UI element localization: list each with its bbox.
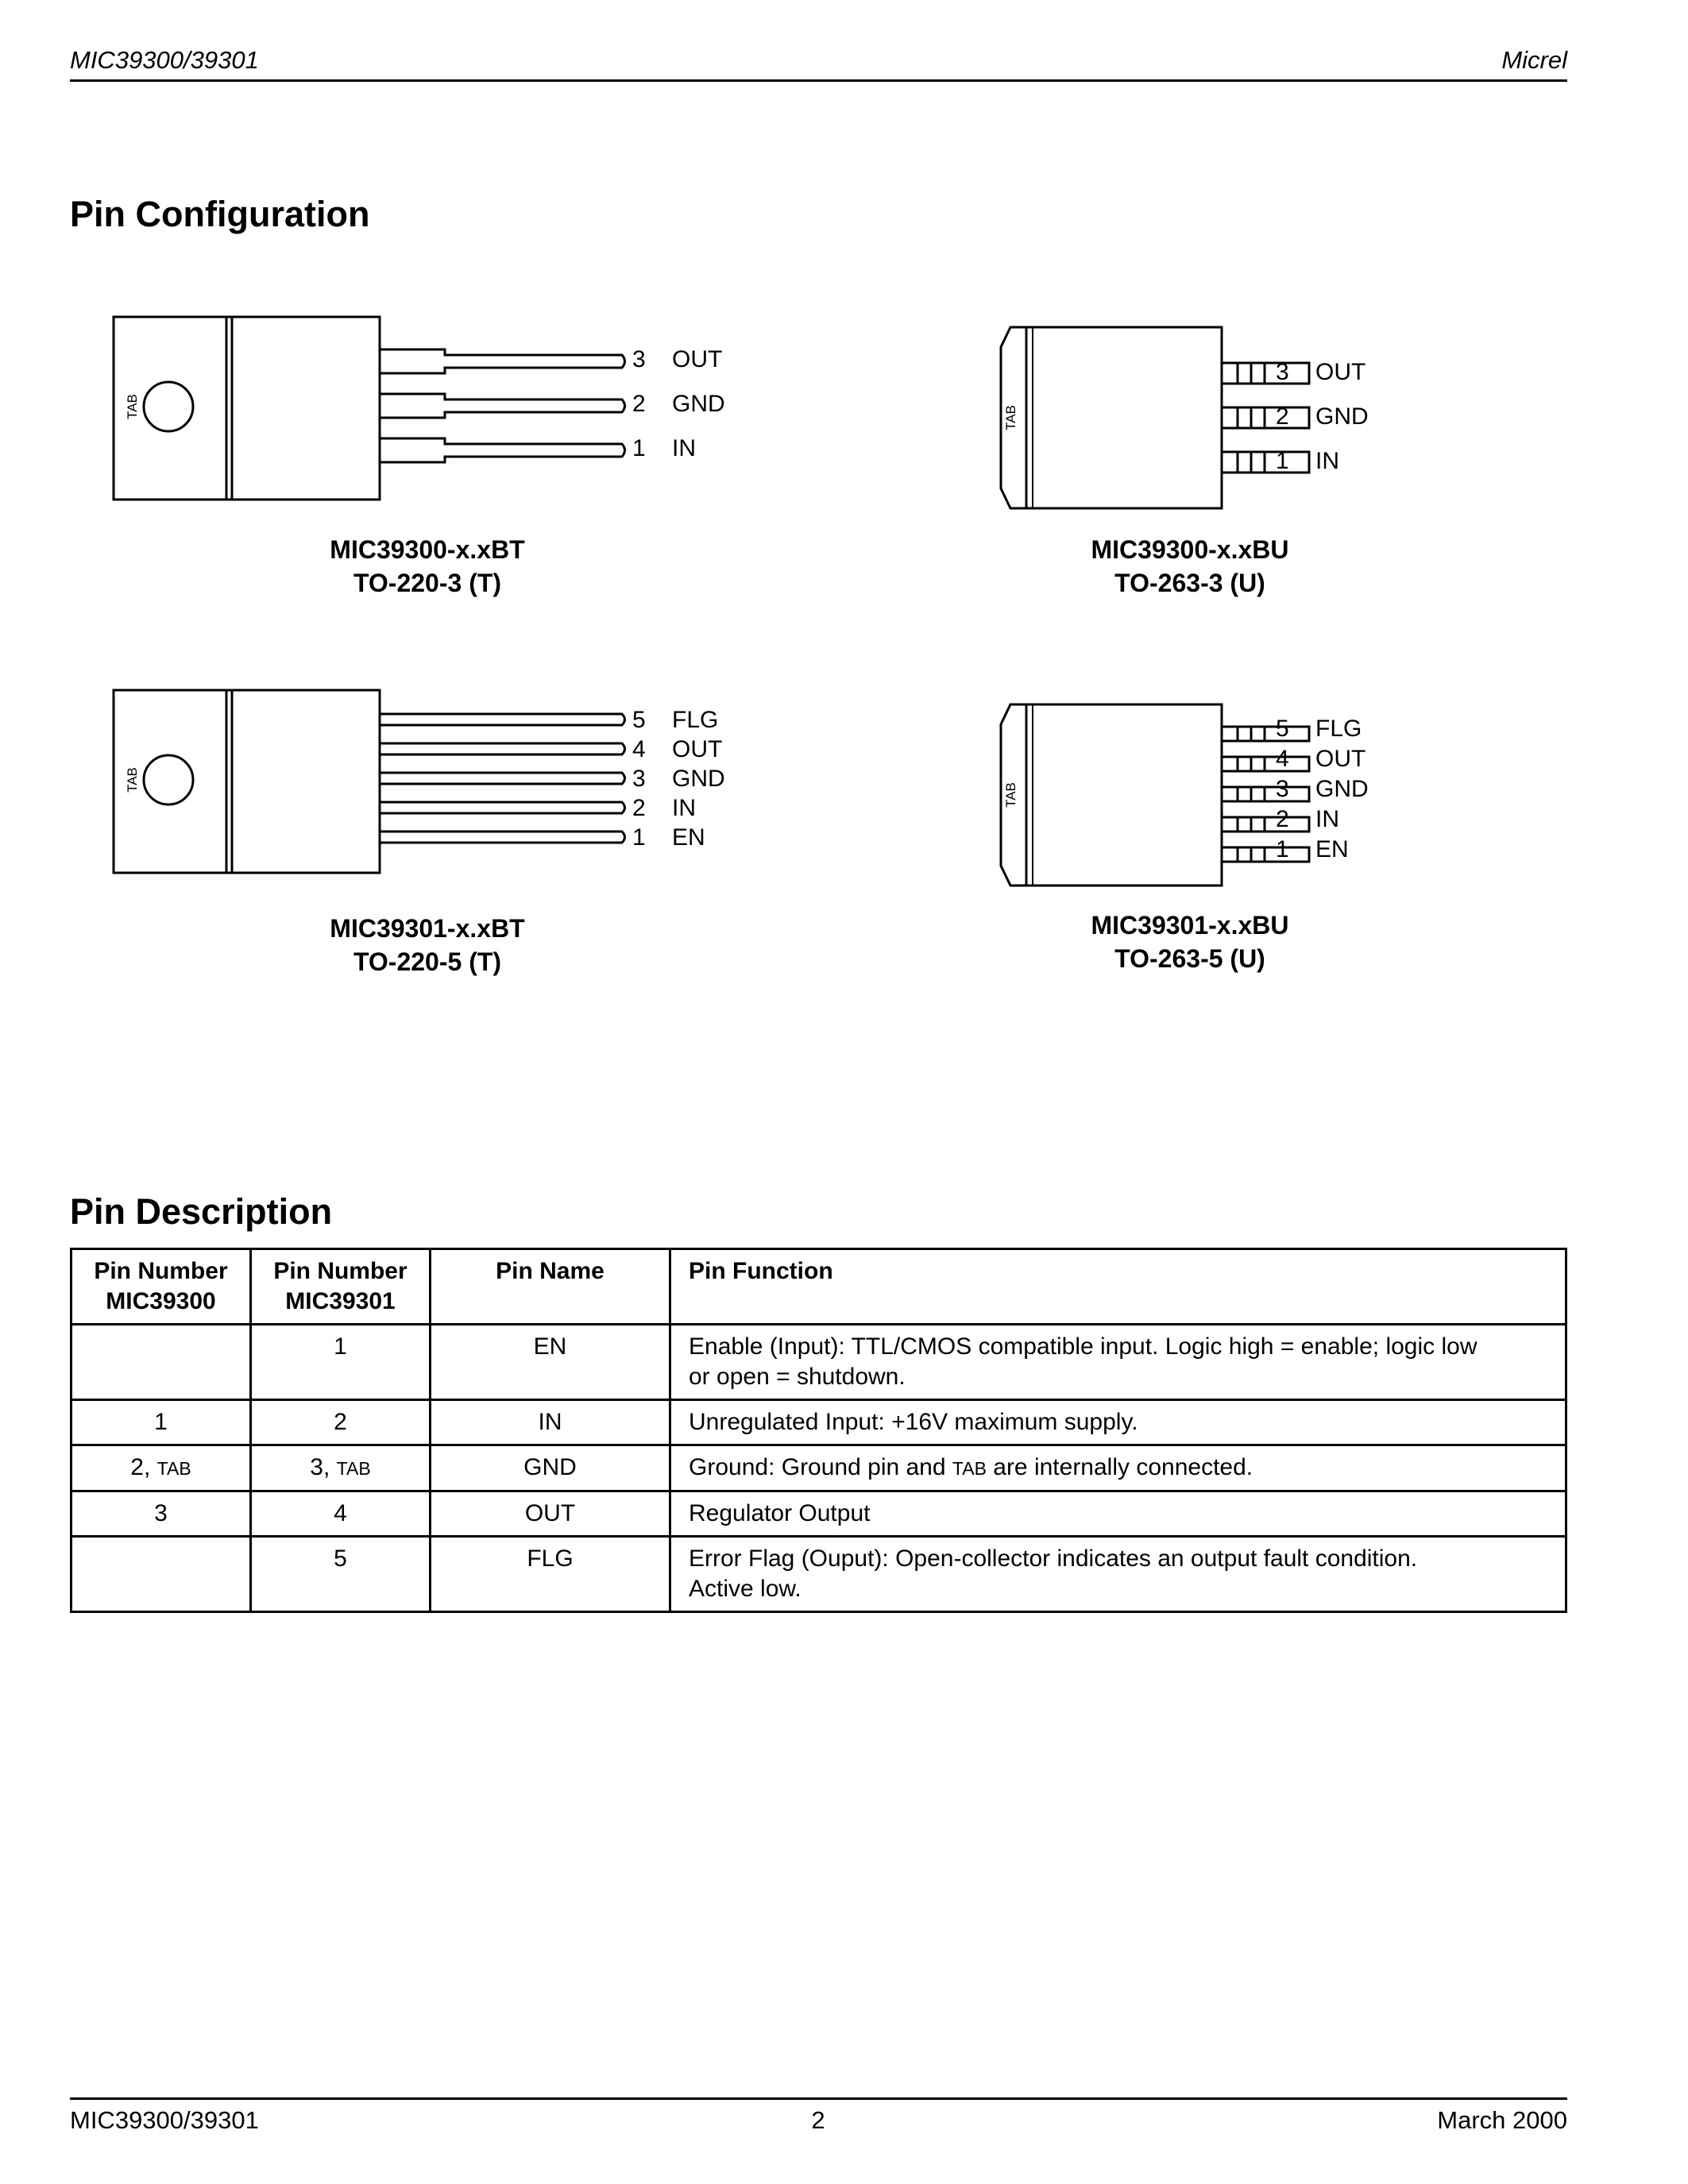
tab-smallcaps: TAB [336,1458,371,1479]
col-header-pin-name: Pin Name [431,1249,670,1325]
pkg3-pin-num: 3 [632,766,646,792]
table-row [71,1445,1566,1491]
pin-description-table [70,1248,1567,1613]
pkg1-part-number: MIC39300-x.xBT [330,535,525,564]
pkg1-pin-num: 2 [632,391,646,417]
pkg1-pin-name: OUT [672,346,723,372]
function-line: Active low. [689,1576,802,1602]
pkg4-pin-name: IN [1315,806,1339,832]
pkg2-pin-num: 1 [1276,448,1289,474]
footer-date: March 2000 [1437,2106,1567,2134]
pkg2-part-number: MIC39300-x.xBU [1091,535,1289,564]
cell-mic39301: 4 [251,1491,431,1537]
pkg3-pin-name: FLG [672,707,719,733]
pkg4-part-number: MIC39301-x.xBU [1091,911,1289,940]
to263-3-diagram [985,318,1350,516]
table-row [71,1325,1566,1400]
pkg3-pin-name: EN [672,824,705,851]
table-row [71,1537,1566,1612]
pkg4-caption [952,909,1428,975]
tab-smallcaps: TAB [952,1458,987,1479]
pin-configuration-title: Pin Configuration [70,194,370,234]
pkg4-pin-num: 1 [1276,836,1289,862]
cell-pin-function [670,1537,1566,1612]
function-text: are internally connected. [986,1454,1253,1480]
pkg2-pin-name: GND [1315,403,1369,430]
function-text: Ground: Ground pin and [689,1454,952,1480]
pkg4-pin-num: 5 [1276,716,1289,742]
pkg4-pin-name: GND [1315,776,1369,802]
col-header-pin-number-mic39300 [71,1249,251,1325]
pkg3-pin-num: 1 [632,824,646,851]
cell-mic39300: 3 [71,1491,251,1537]
cell-pin-name: OUT [431,1491,670,1537]
header-line: Pin Number [273,1258,408,1284]
header-line: MIC39300 [106,1288,216,1314]
tab-label: TAB [125,394,140,419]
pkg1-pin-name: GND [672,391,725,417]
header-rule [70,79,1567,82]
pkg4-pin-num: 2 [1276,806,1289,832]
pkg1-caption [189,533,666,600]
header-company: Micrel [1501,46,1567,74]
tab-smallcaps: TAB [156,1458,191,1479]
pkg2-pin-num: 2 [1276,403,1289,430]
to263-5-diagram [985,695,1350,893]
header-line: Pin Number [94,1258,228,1284]
pkg2-package: TO-263-3 (U) [1114,569,1265,597]
function-line: or open = shutdown. [689,1364,906,1390]
cell-mic39300 [71,1325,251,1400]
cell-mic39301: 2 [251,1400,431,1445]
table-header-row [71,1249,1566,1325]
pkg3-pin-num: 5 [632,707,646,733]
pkg3-pin-name: OUT [672,736,723,762]
pkg2-pin-name: OUT [1315,359,1366,385]
cell-pin-name: EN [431,1325,670,1400]
pkg3-pin-num: 4 [632,736,646,762]
function-line: Enable (Input): TTL/CMOS compatible input. Logic high = enable; logic low [689,1333,1477,1360]
pkg3-package: TO-220-5 (T) [353,947,502,976]
cell-mic39301 [251,1445,431,1491]
pkg3-caption [189,912,666,978]
cell-mic39300: 1 [71,1400,251,1445]
pkg4-pin-name: FLG [1315,716,1362,742]
cell-pin-name: IN [431,1400,670,1445]
cell-pin-name: GND [431,1445,670,1491]
table-row [71,1491,1566,1537]
pkg1-package: TO-220-3 (T) [353,569,502,597]
table-row [71,1400,1566,1445]
cell-mic39301: 1 [251,1325,431,1400]
tab-label: TAB [1003,782,1018,808]
pkg2-pin-num: 3 [1276,359,1289,385]
pkg4-pin-num: 4 [1276,746,1289,772]
pkg2-caption [952,533,1428,600]
cell-pin-function: Regulator Output [670,1491,1566,1537]
pin-number: 2, [130,1454,157,1480]
cell-pin-name: FLG [431,1537,670,1612]
cell-mic39300 [71,1445,251,1491]
function-line: Error Flag (Ouput): Open-collector indicates an output fault condition. [689,1545,1418,1572]
cell-mic39300 [71,1537,251,1612]
pkg3-pin-num: 2 [632,795,646,821]
pkg3-part-number: MIC39301-x.xBT [330,914,525,943]
col-header-pin-function: Pin Function [670,1249,1566,1325]
footer-rule [70,2097,1567,2100]
pkg1-pin-num: 3 [632,346,646,372]
pkg2-pin-name: IN [1315,448,1339,474]
pkg3-pin-name: GND [672,766,725,792]
pkg3-pin-name: IN [672,795,696,821]
pin-description-title: Pin Description [70,1191,333,1232]
pin-number: 3, [310,1454,337,1480]
tab-label: TAB [1003,405,1018,430]
pkg4-package: TO-263-5 (U) [1114,944,1265,973]
cell-pin-function [670,1445,1566,1491]
cell-pin-function: Unregulated Input: +16V maximum supply. [670,1400,1566,1445]
pkg4-pin-num: 3 [1276,776,1289,802]
footer-doc-id: MIC39300/39301 [70,2106,259,2134]
cell-pin-function [670,1325,1566,1400]
header-line: MIC39301 [285,1288,396,1314]
tab-label: TAB [125,767,140,793]
pkg1-pin-num: 1 [632,435,646,461]
pkg1-pin-name: IN [672,435,696,461]
col-header-pin-number-mic39301 [251,1249,431,1325]
pkg4-pin-name: EN [1315,836,1349,862]
page-number: 2 [811,2106,825,2134]
pkg4-pin-name: OUT [1315,746,1366,772]
cell-mic39301: 5 [251,1537,431,1612]
header-doc-id: MIC39300/39301 [70,46,259,74]
